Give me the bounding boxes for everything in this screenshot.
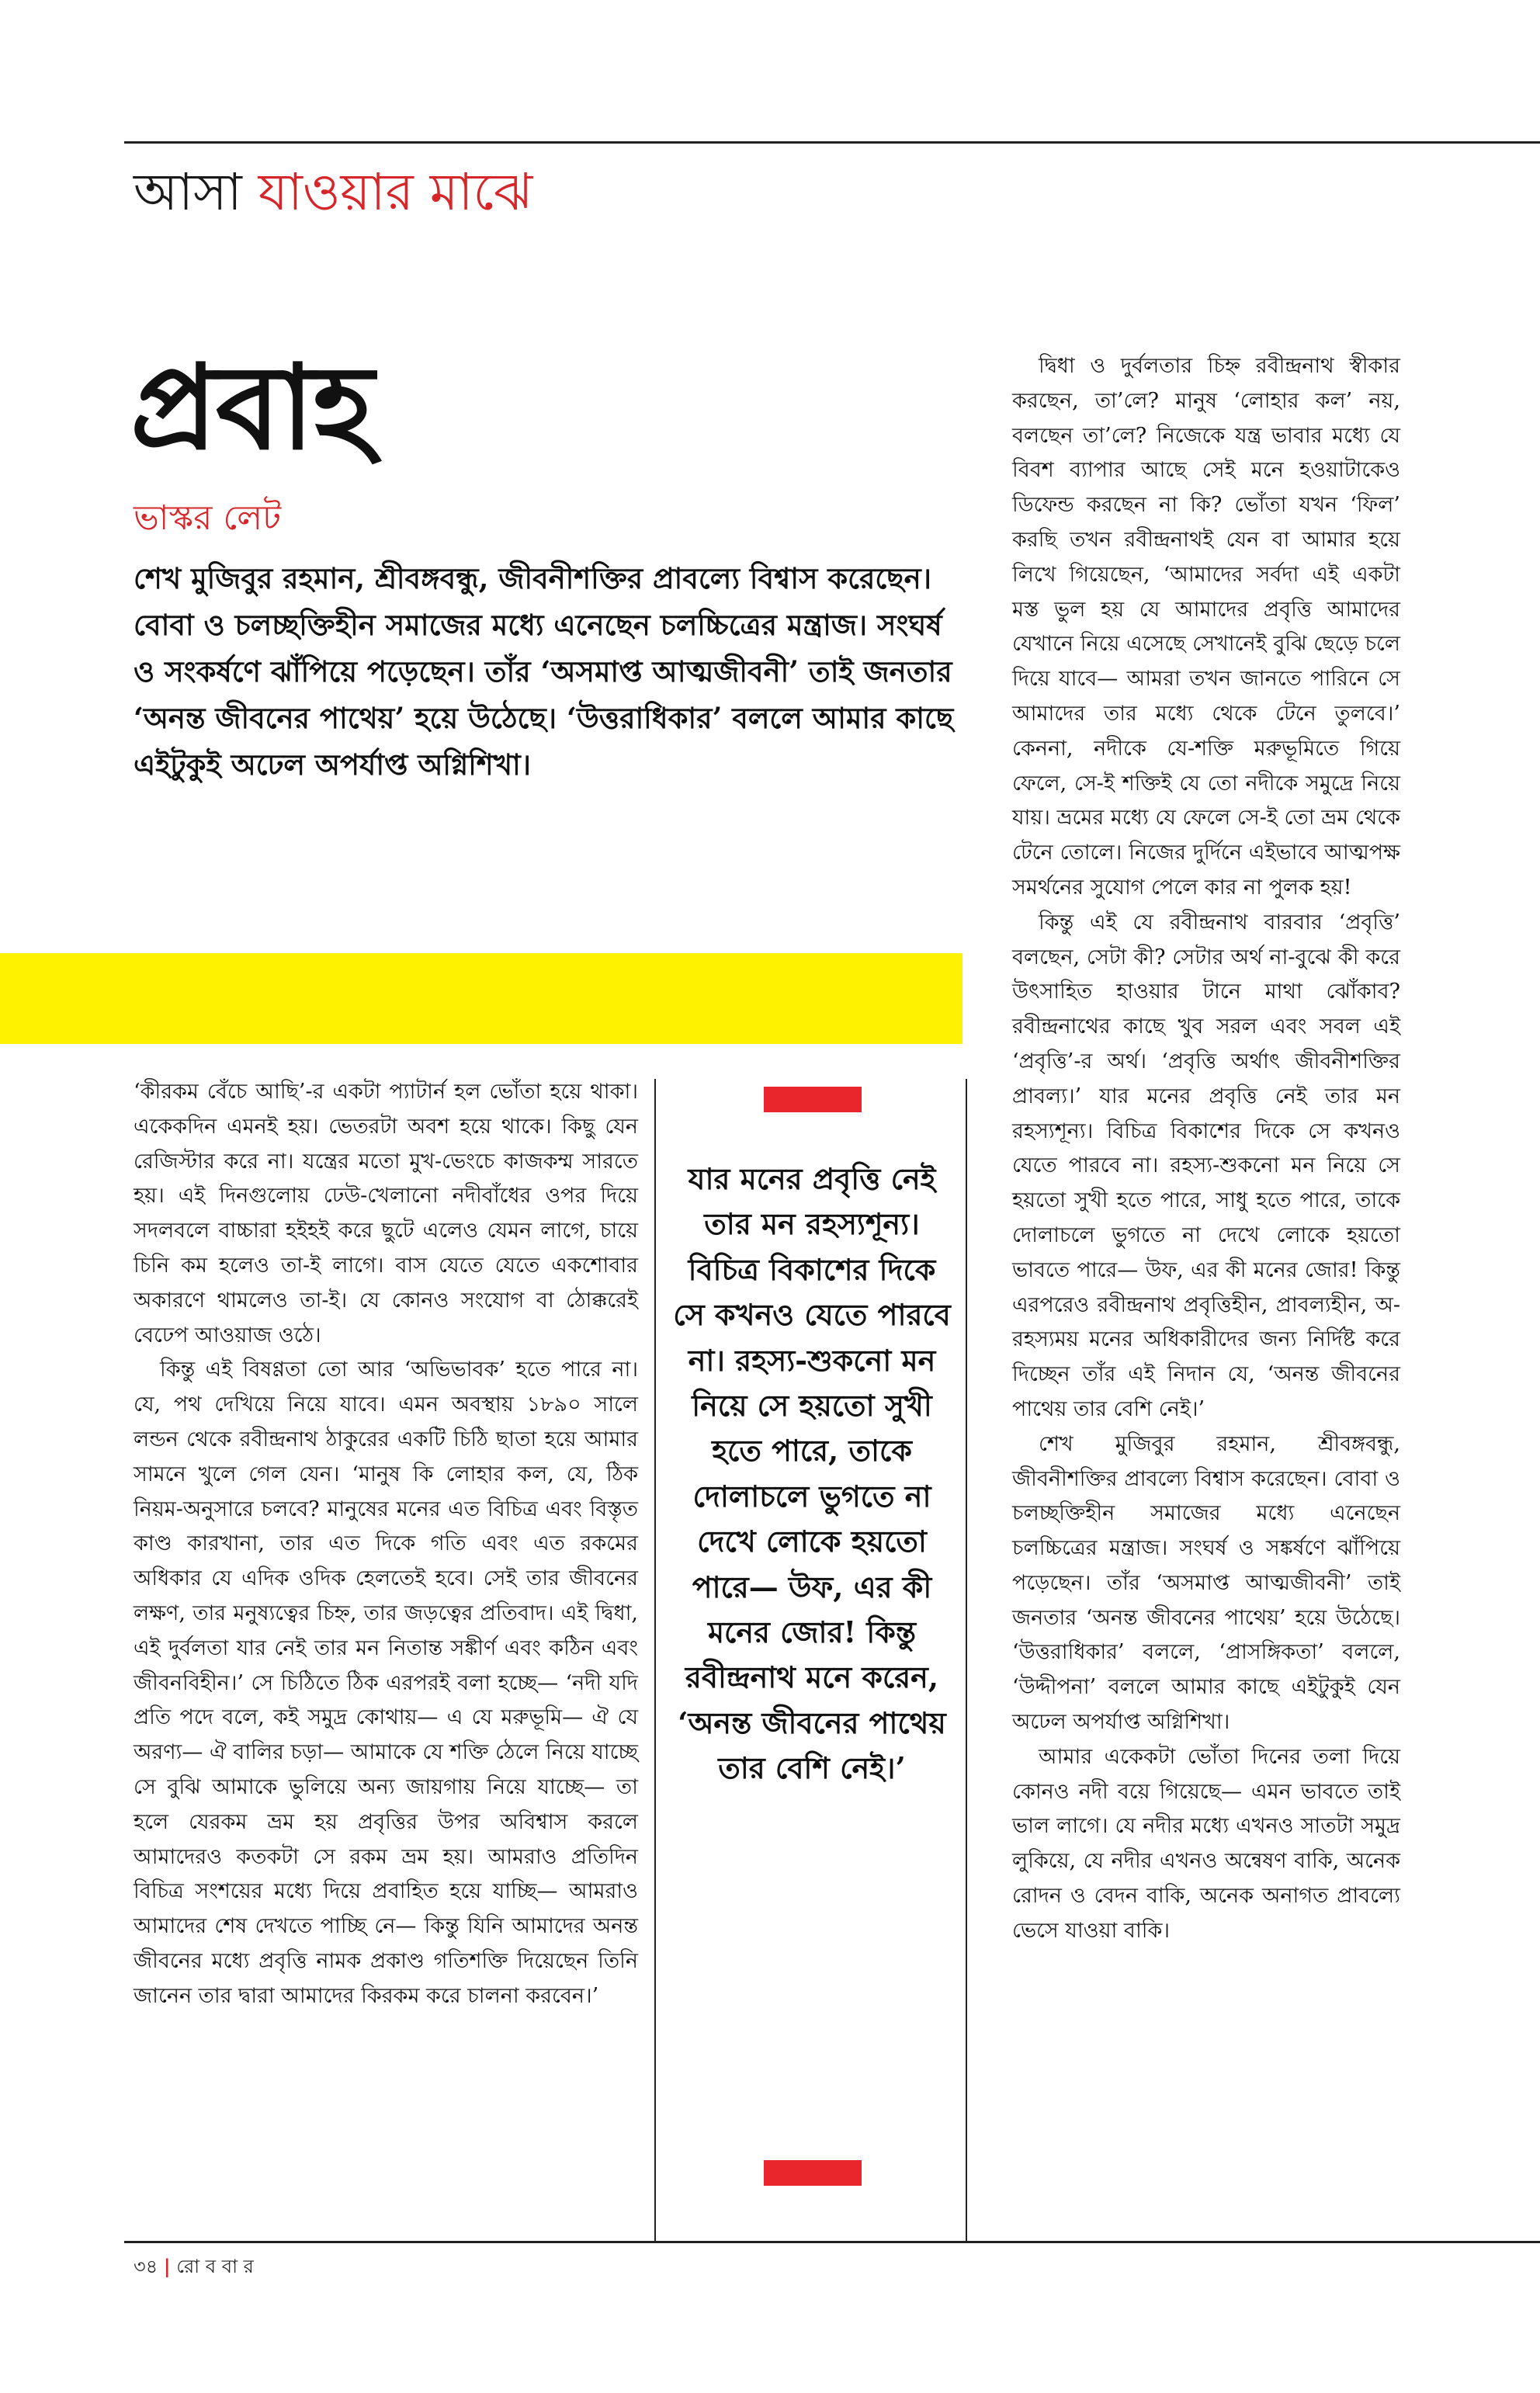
article-title: প্রবাহ [130, 339, 373, 476]
yellow-band [0, 953, 962, 1044]
left-paragraph-2: কিন্তু এই বিষণ্ণতা তো আর ‘অভিভাবক’ হতে পারে না। যে, পথ দেখিয়ে নিয়ে যাবে। এমন অবস্থায় ১৮৯০ সালে লন্ডন থেকে রবীন্দ্রনাথ ঠাকুরের একটি চিঠি ছাতা হয়ে আমার সামনে খুলে গেল যেন। ‘মানুষ কি লোহার কল, যে, ঠিক নিয়ম-অনুসারে চলবে? মানুষের মনের এত বিচিত্র এবং বিস্তৃত কাণ্ড কারখানা, তার এত দিকে গতি এবং এত রকমের অধিকার যে এদিক ওদিক হেলতেই হবে। সেই তার জীবনের লক্ষণ, তার মনুষ্যত্বের চিহ্ন, তার জড়ত্বের প্রতিবাদ। এই দ্বিধা, এই দুর্বলতা যার নেই তার মন নিতান্ত সঙ্কীর্ণ এবং কঠিন এবং জীবনবিহীন।’ সে চিঠিতে ঠিক এরপরই বলা হচ্ছে— ‘নদী যদি প্রতি পদে বলে, কই সমুদ্র কোথায়— এ যে মরুভূমি— ঐ যে অরণ্য— ঐ বালির চড়া— আমাকে যে শক্তি ঠেলে নিয়ে যাচ্ছে সে বুঝি আমাকে ভুলিয়ে অন্য জায়গায় নিয়ে যাচ্ছে— তা হলে যেরকম ভ্রম হয় প্রবৃত্তির উপর অবিশ্বাস করলে আমাদেরও কতকটা সে রকম ভ্রম হয়। আমরাও প্রতিদিন বিচিত্র সংশয়ের মধ্যে দিয়ে প্রবাহিত হয়ে যাচ্ছি— আমরাও আমাদের শেষ দেখতে পাচ্ছি নে— কিন্তু যিনি আমাদের অনন্ত জীবনের মধ্যে প্রবৃত্তি নামক প্রকাণ্ড গতিশক্তি দিয়েছেন তিনি জানেন তার দ্বারা আমাদের কিরকম করে চালনা করবেন।’ [134, 1358, 638, 2008]
right-paragraph-3: শেখ মুজিবুর রহমান, শ্রীবঙ্গবন্ধু, জীবনীশক্তির প্রাবল্যে বিশ্বাস করেছেন। বোবা ও চলচ্ছক্তিহীন সমাজের মধ্যে এনেছেন চলচ্চিত্রের মন্ত্রাজ। সংঘর্ষ ও সঙ্কর্ষণে ঝাঁপিয়ে পড়েছেন। তাঁর ‘অসমাপ্ত আত্মজীবনী’ তাই জনতার ‘অনন্ত জীবনের পাথেয়’ হয়ে উঠেছে। ‘উত্তরাধিকার’ বললে, ‘প্রাসঙ্গিকতা’ বললে, ‘উদ্দীপনা’ বললে আমার কাছে এইটুকুই যেন অঢেল অপর্যাপ্ত অগ্নিশিখা। [1012, 1431, 1400, 1735]
top-rule [124, 141, 1540, 144]
right-paragraph-1: দ্বিধা ও দুর্বলতার চিহ্ন রবীন্দ্রনাথ স্বীকার করছেন, তা’লে? মানুষ ‘লোহার কল’ নয়, বলছেন তা’লে? নিজেকে যন্ত্র ভাবার মধ্যে যে বিবশ ব্যাপার আছে সেই মনে হওয়াটাকেও ডিফেন্ড করছেন না কি? ভোঁতা যখন ‘ফিল’ করছি তখন রবীন্দ্রনাথই যেন বা আমার হয়ে লিখে গিয়েছেন, ‘আমাদের সর্বদা এই একটা মস্ত ভুল হয় যে আমাদের প্রবৃত্তি আমাদের যেখানে নিয়ে এসেছে সেখানেই বুঝি ছেড়ে চলে দিয়ে যাবে— আমরা তখন জানতে পারিনে সে আমাদের তার মধ্যে থেকে টেনে তুলবে।’ কেননা, নদীকে যে-শক্তি মরুভূমিতে গিয়ে ফেলে, সে-ই শক্তিই যে তো নদীকে সমুদ্রে নিয়ে যায়। ভ্রমের মধ্যে যে ফেলে সে-ই তো ভ্রম থেকে টেনে তোলে। নিজের দুর্দিনে এইভাবে আত্মপক্ষ সমর্থনের সুযোগ পেলে কার না পুলক হয়! [1012, 354, 1400, 900]
section-heading-part-2: যাওয়ার মাঝে [258, 162, 533, 222]
right-paragraph-4: আমার একেকটা ভোঁতা দিনের তলা দিয়ে কোনও নদী বয়ে গিয়েছে— এমন ভাবতে তাই ভাল লাগে। যে নদীর মধ্যে এখনও সাতটা সমুদ্র লুকিয়ে, যে নদীর এখনও অন্বেষণ বাকি, অনেক রোদন ও বেদন বাকি, অনেক অনাগত প্রাবল্যে ভেসে যাওয়া বাকি। [1012, 1744, 1400, 1943]
pull-quote-bar-top [764, 1087, 862, 1112]
article-author: ভাস্কর লেট [134, 498, 282, 538]
pull-quote-text: যার মনের প্রবৃত্তি নেই তার মন রহস্যশূন্য। বিচিত্র বিকাশের দিকে সে কখনও যেতে পারবে না। রহস্য-শুকনো মন নিয়ে সে হয়তো সুখী হতে পারে, তাকে দোলাচলে ভুগতে না দেখে লোকে হয়তো পারে— উফ, এর কী মনের জোর! কিন্তু রবীন্দ্রনাথ মনে করেন, ‘অনন্ত জীবনের পাথেয় তার বেশি নেই।’ [673, 1161, 951, 1786]
page-footer [134, 2251, 254, 2282]
page-number: ৩৪ [134, 2256, 158, 2277]
section-heading [134, 146, 532, 239]
left-column [134, 1075, 638, 2014]
footer-separator: | [163, 2255, 171, 2277]
column-divider-right [966, 1079, 967, 2241]
right-paragraph-2: কিন্তু এই যে রবীন্দ্রনাথ বারবার ‘প্রবৃত্তি’ বলছেন, সেটা কী? সেটার অর্থ না-বুঝে কী করে উৎসাহিত হাওয়ার টানে মাথা ঝোঁকাব? রবীন্দ্রনাথের কাছে খুব সরল এবং সবল এই ‘প্রবৃত্তি’-র অর্থ। ‘প্রবৃত্তি অর্থাৎ জীবনীশক্তির প্রাবল্য।’ যার মনের প্রবৃত্তি নেই তার মন রহস্যশূন্য। বিচিত্র বিকাশের দিকে সে কখনও যেতে পারবে না। রহস্য-শুকনো মন নিয়ে সে হয়তো সুখী হতে পারে, সাধু হতে পারে, তাকে দোলাচলে ভুগতে না দেখে লোকে হয়তো ভাবতে পারে— উফ, এর কী মনের জোর! কিন্তু এরপরেও রবীন্দ্রনাথ প্রবৃত্তিহীন, প্রাবল্যহীন, অ-রহস্যময় মনের অধিকারীদের জন্য নির্দিষ্ট করে দিচ্ছেন তাঁর এই নিদান যে, ‘অনন্ত জীবনের পাথেয় তার বেশি নেই।’ [1012, 910, 1400, 1421]
right-column [1012, 349, 1400, 1949]
left-paragraph-1: ‘কীরকম বেঁচে আছি’-র একটা প্যাটার্ন হল ভোঁতা হয়ে থাকা। একেকদিন এমনই হয়। ভেতরটা অবশ হয়ে থাকে। কিছু যেন রেজিস্টার করে না। যন্ত্রের মতো মুখ-ভেংচে কাজকম্ম সারতে হয়। এই দিনগুলোয় ঢেউ-খেলানো নদীবাঁধের ওপর দিয়ে সদলবলে বাচ্চারা হইহই করে ছুটে এলেও যেমন লাগে, চায়ে চিনি কম হলেও তা-ই লাগে। বাস যেতে যেতে একশোবার অকারণে থামলেও তা-ই। যে কোনও সংযোগ বা ঠোক্করেই বেঢেপ আওয়াজ ওঠে। [134, 1080, 638, 1347]
bottom-rule [124, 2241, 1540, 2243]
lead-paragraph [134, 555, 968, 788]
lead-text: শেখ মুজিবুর রহমান, শ্রীবঙ্গবন্ধু, জীবনীশক্তির প্রাবল্যে বিশ্বাস করেছেন। বোবা ও চলচ্ছক্তিহীন সমাজের মধ্যে এনেছেন চলচ্চিত্রের মন্ত্রাজ। সংঘর্ষ ও সংকর্ষণে ঝাঁপিয়ে পড়েছেন। তাঁর ‘অসমাপ্ত আত্মজীবনী’ তাই জনতার ‘অনন্ত জীবনের পাথেয়’ হয়ে উঠেছে। ‘উত্তরাধিকার’ বললে আমার কাছে এইটুকুই অঢেল অপর্যাপ্ত অগ্নিশিখা। [134, 561, 954, 782]
section-heading-part-1: আসা [134, 162, 242, 222]
magazine-name: রো ব বা র [176, 2256, 254, 2277]
pull-quote-bar-bottom [764, 2160, 862, 2186]
pull-quote [672, 1157, 952, 1791]
column-divider-left [654, 1079, 656, 2241]
